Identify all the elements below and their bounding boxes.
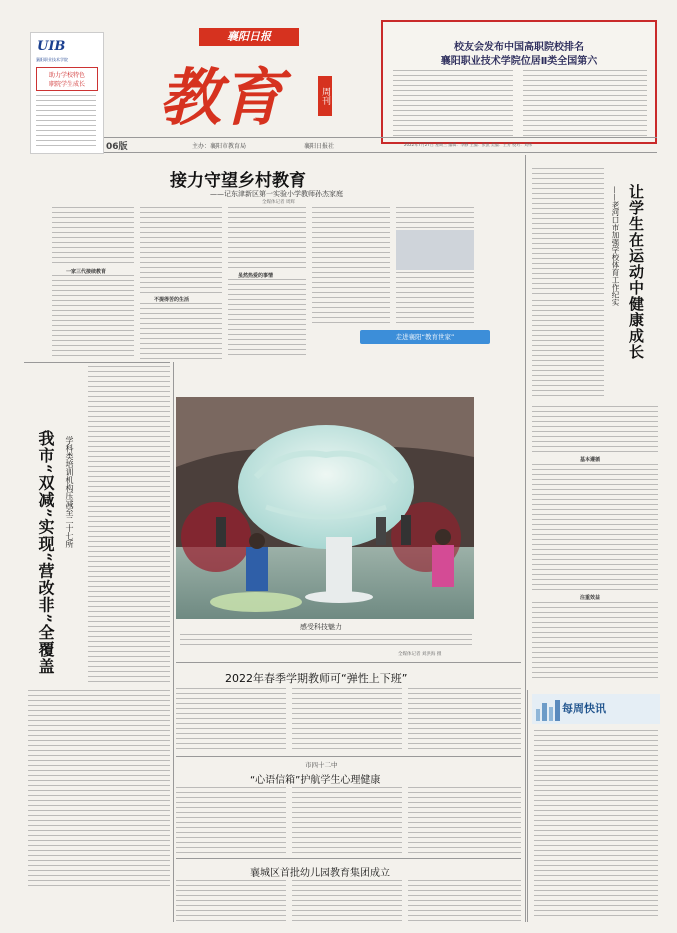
newspaper-name-text: 襄阳日报 — [227, 30, 271, 43]
right-article-body-3 — [532, 602, 658, 678]
left-article-title: 我市“双减”实现“营改非”全覆盖 — [36, 430, 55, 675]
right-article-body-1 — [532, 406, 658, 452]
divider-psych — [176, 756, 521, 757]
divider-left-top — [24, 362, 170, 363]
school-logo-block — [30, 32, 104, 154]
family-photo — [396, 230, 474, 270]
slogan-banner — [36, 67, 98, 91]
photo-caption-body — [180, 634, 472, 648]
kindergarten-col-2 — [292, 880, 402, 922]
right-article — [530, 166, 660, 678]
main-article-col-2 — [140, 207, 222, 295]
weekly-badge — [318, 76, 332, 116]
main-article-byline: 全媒体记者 周辉 — [262, 200, 295, 205]
teacher-article-title: 2022年春季学期教师可“弹性上下班” — [225, 672, 408, 685]
photo-caption-title: 感受科技魅力 — [300, 623, 342, 631]
science-photo — [176, 397, 474, 619]
right-article-col-mid — [532, 300, 604, 400]
right-article-subtitle: ——老河口市加强学校体育工作纪实 — [611, 186, 620, 306]
main-article-col-1 — [52, 207, 134, 267]
highlight-title-line-1: 校友会发布中国高职院校排名 — [454, 42, 584, 53]
highlight-title-line-2: 襄阳职业技术学院位居Ⅱ类全国第六 — [440, 56, 598, 67]
psych-article-title: “心语信箱”护航学生心理健康 — [250, 775, 381, 786]
series-tag — [360, 330, 490, 344]
kindergarten-col-3 — [408, 880, 521, 922]
right-section-head-1: 基本遵循 — [580, 457, 601, 463]
school-logo: UIB — [37, 39, 66, 54]
weekly-brief-body — [534, 730, 658, 918]
right-article-title: 让学生在运动中健康成长 — [627, 184, 645, 360]
divider-kindergarten — [176, 858, 521, 859]
kindergarten-col-1 — [176, 880, 286, 922]
teacher-article-col-3 — [408, 688, 521, 752]
divider-teacher — [176, 662, 521, 663]
weekly-brief-banner — [532, 694, 660, 724]
highlight-body-right — [523, 70, 647, 136]
date-line: 2022年7月27日 星期三 编辑：李静 主编：张凯 美编：王芳 校对：刘伟 — [404, 142, 533, 147]
psych-kicker: 市四十二中 — [305, 761, 338, 769]
slogan-line-2: 职院学生成长 — [48, 81, 85, 88]
main-article-col-1b — [52, 275, 134, 359]
host-label: 主办：襄阳市教育局 — [192, 143, 247, 150]
teacher-article-col-1 — [176, 688, 286, 752]
newspaper-name — [199, 28, 299, 46]
title-char-2: 育 — [221, 61, 284, 134]
main-section-head-3: 虽然热爱的事情 — [238, 273, 274, 279]
main-article-title: 接力守望乡村教育 — [170, 171, 306, 191]
logo-contact-text — [36, 95, 96, 147]
science-photo-image — [176, 397, 474, 619]
main-section-head-2: 不提得苦的生活 — [154, 297, 190, 303]
weekly-badge-text: 周刊 — [320, 87, 330, 105]
school-logo-sub: 襄阳职业技术学院 — [36, 57, 68, 62]
main-section-head-1: 一家三代接续教育 — [66, 269, 107, 275]
kindergarten-article-title: 襄城区首批幼儿园教育集团成立 — [250, 868, 390, 879]
date-bar — [104, 137, 657, 153]
psych-article-col-1 — [176, 787, 286, 855]
weekly-brief — [527, 690, 662, 922]
divider-left-col — [173, 362, 174, 922]
left-article-body-bottom — [28, 690, 170, 890]
psych-article-col-2 — [292, 787, 402, 855]
right-article-body-2 — [532, 464, 658, 590]
main-article-subtitle: ——记东津新区第一实验小学教师孙杰家庭 — [210, 190, 343, 198]
right-section-head-2: 注重效益 — [580, 595, 601, 601]
psych-article-col-3 — [408, 787, 521, 855]
weekly-brief-title: 每周快讯 — [562, 702, 606, 715]
series-tag-text: 走进襄阳“教育世家” — [395, 333, 455, 341]
slogan-line-1: 助力学校特色 — [48, 72, 85, 79]
highlight-body-left — [393, 70, 513, 136]
city-skyline-icon — [534, 695, 562, 723]
main-article-col-3 — [228, 207, 306, 271]
right-article-col-top — [532, 168, 604, 294]
left-article-body-top — [88, 366, 170, 686]
left-article-subtitle: 学科类培训机构压减至二十七所 — [65, 436, 74, 548]
title-char-1: 教 — [159, 61, 222, 134]
main-article-col-2b — [140, 303, 222, 359]
divider-right-col — [525, 155, 526, 922]
paper-label: 襄阳日报社 — [304, 143, 335, 150]
main-article-col-3b — [228, 279, 306, 359]
page-number: 06版 — [106, 142, 128, 152]
main-article-col-4 — [312, 207, 390, 327]
teacher-article-col-2 — [292, 688, 402, 752]
photo-credit: 全媒体记者 刘洪海 摄 — [398, 652, 442, 657]
section-title — [159, 48, 284, 134]
highlight-news-box — [381, 20, 657, 144]
